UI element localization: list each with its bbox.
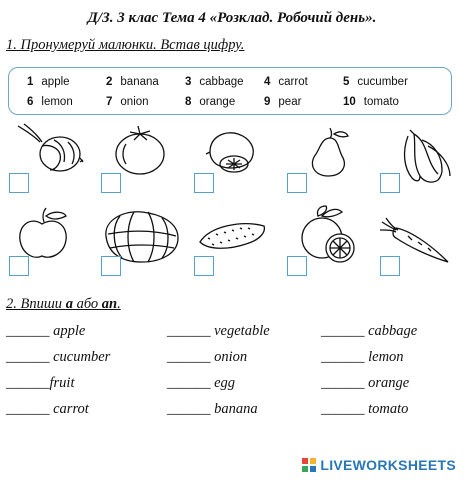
gap-item[interactable]: ______ lemon [321,349,404,365]
word-item: 10 tomato [343,96,399,108]
pear-icon [302,124,352,178]
answer-box-cabbage[interactable] [101,256,121,276]
apple-icon [16,206,70,262]
word-item: 4 carrot [264,76,308,88]
answer-box-banana[interactable] [380,173,400,193]
word-item: 8 orange [185,96,236,108]
task2-heading: 2. Впиши a або an. [6,296,121,312]
gap-item[interactable]: ______ cabbage [321,323,418,339]
worksheet-title: Д/З. 3 клас Тема 4 «Розклад. Робочий день». [87,10,377,26]
lemon-icon [204,126,264,176]
word-item: 7 onion [106,96,149,108]
liveworksheets-logo [302,457,456,473]
footer-brand: LIVEWORKSHEETS [320,457,456,473]
gap-item[interactable]: ______ egg [167,375,236,391]
answer-box-cucumber[interactable] [194,256,214,276]
gap-item[interactable]: ______ apple [6,323,86,339]
gap-item[interactable]: ______ vegetable [167,323,270,339]
word-item: 9 pear [264,96,302,108]
banana-icon [398,126,454,186]
gap-item[interactable]: ______ cucumber [6,349,111,365]
gap-item[interactable]: ______ onion [167,349,248,365]
word-bank [8,67,452,115]
cucumber-icon [196,218,268,252]
word-item: 2 banana [106,76,159,88]
answer-box-orange[interactable] [287,256,307,276]
orange-icon [298,202,358,264]
gap-item[interactable]: ______ banana [167,401,258,417]
word-item: 3 cabbage [185,76,244,88]
tomato-icon [112,124,168,176]
answer-box-tomato[interactable] [101,173,121,193]
onion-icon [14,122,84,174]
word-item: 6 lemon [27,96,73,108]
answer-box-onion[interactable] [9,173,29,193]
gap-item[interactable]: ______ carrot [6,401,89,417]
gap-item[interactable]: ______ tomato [321,401,409,417]
answer-box-pear[interactable] [287,173,307,193]
answer-box-carrot[interactable] [380,256,400,276]
gap-item[interactable]: ______fruit [6,375,75,391]
word-item: 1 apple [27,76,70,88]
gap-item[interactable]: ______ orange [321,375,410,391]
liveworksheets-logo-icon [302,458,316,472]
answer-box-lemon[interactable] [194,173,214,193]
word-item: 5 cucumber [343,76,408,88]
answer-box-apple[interactable] [9,256,29,276]
task1-heading: 1. Пронумеруй малюнки. Встав цифру. [6,37,245,53]
